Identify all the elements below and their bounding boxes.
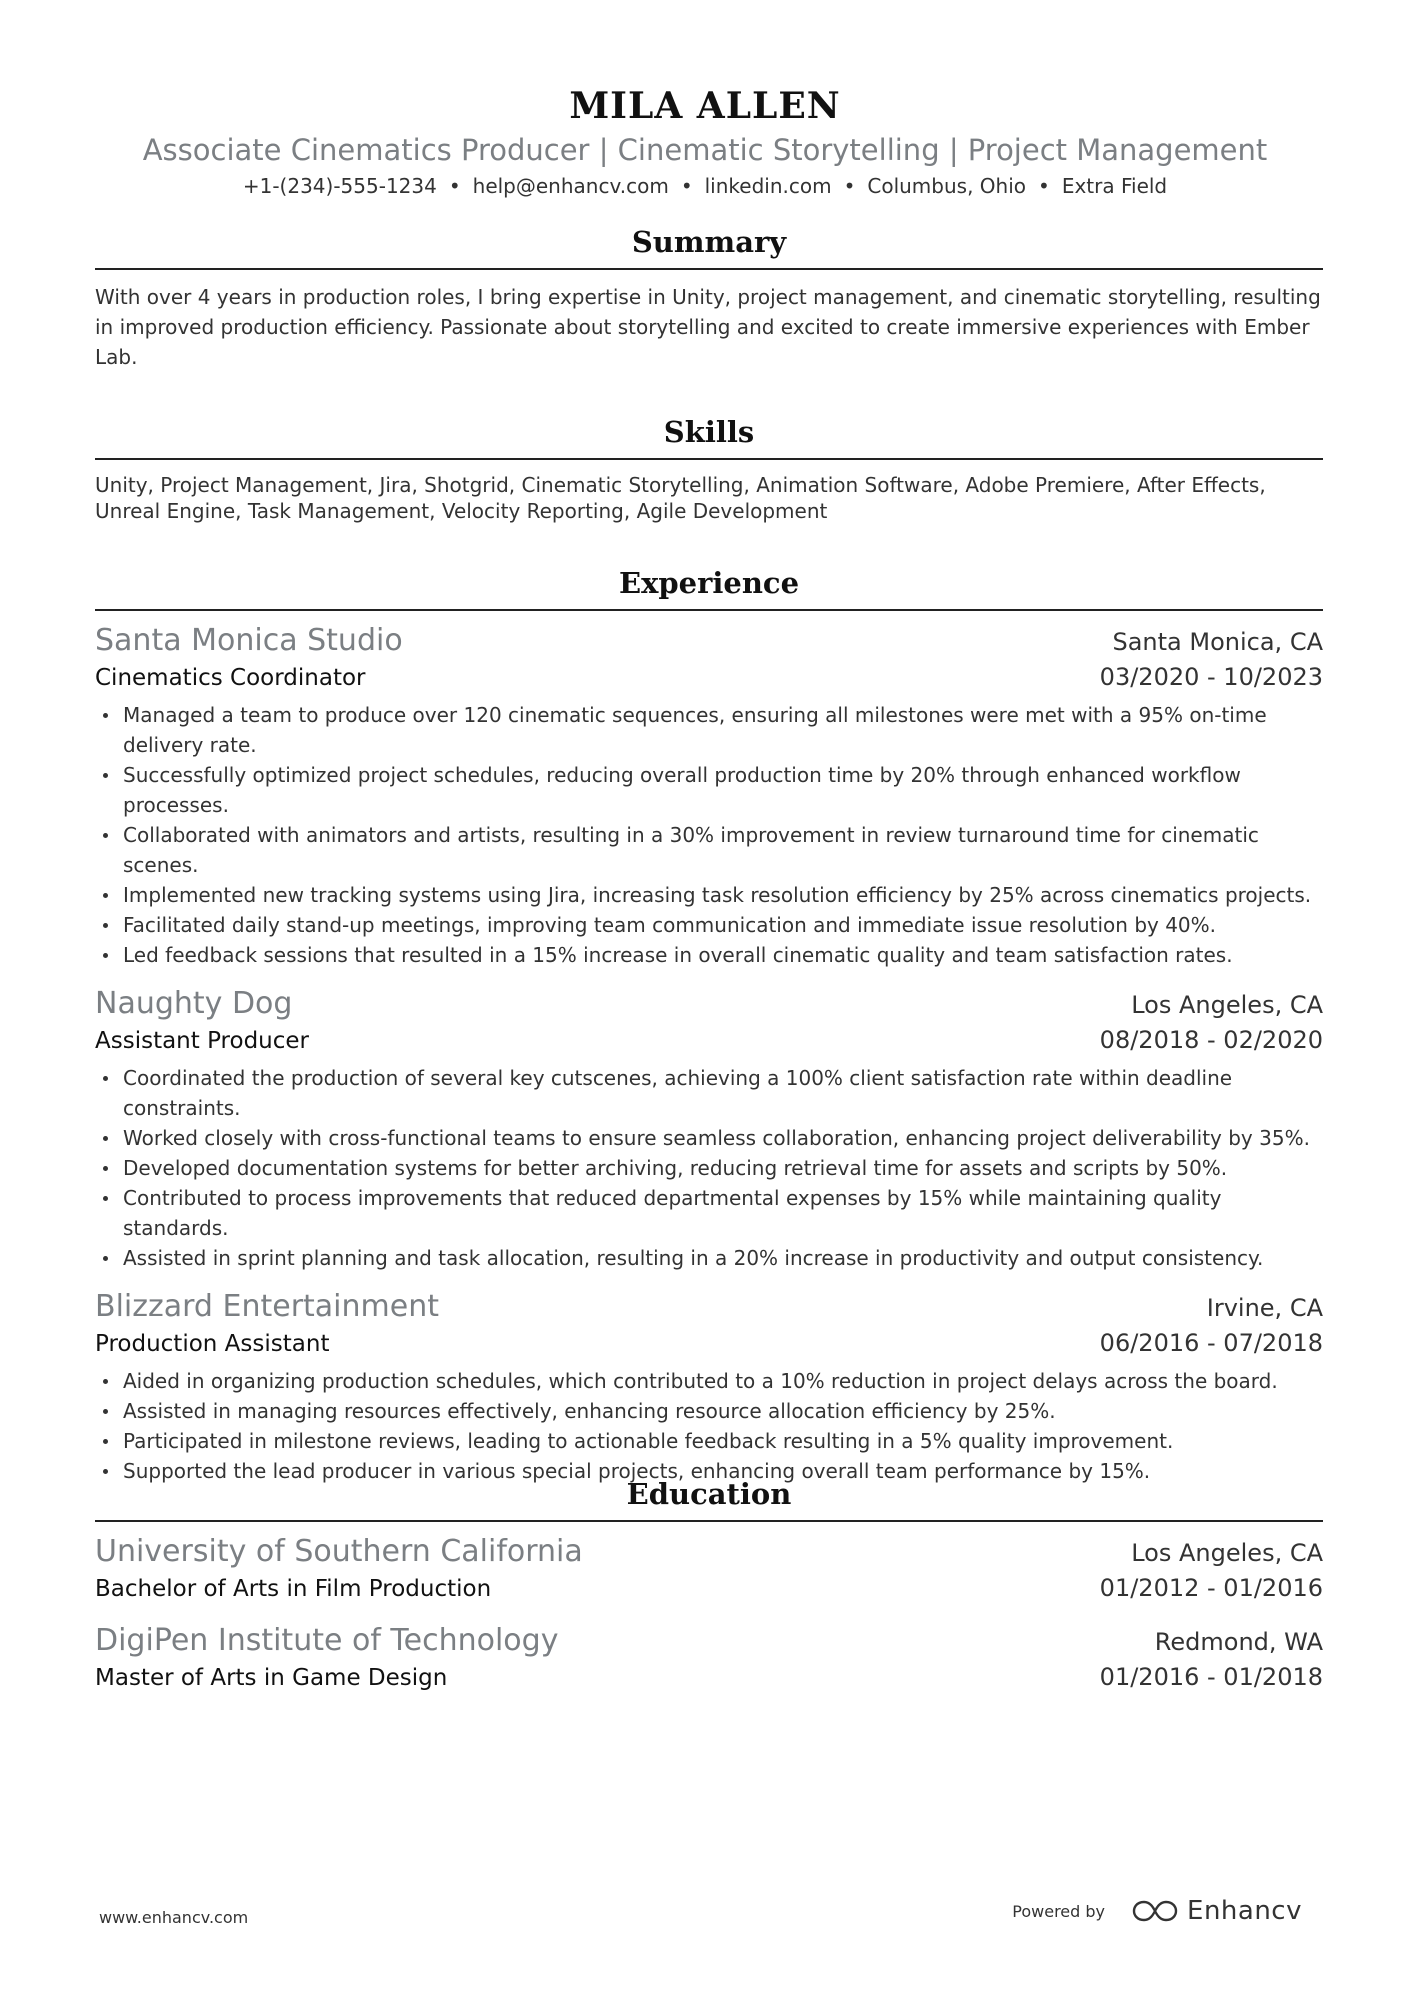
education-dates: 01/2012 - 01/2016 <box>1099 1574 1323 1602</box>
experience-entry <box>95 1287 1323 1486</box>
candidate-name: MILA ALLEN <box>569 85 841 127</box>
contact-linkedin: linkedin.com <box>704 174 832 198</box>
contact-email: help@enhancv.com <box>472 174 669 198</box>
experience-section <box>95 563 1323 1486</box>
entry-subheader-row <box>95 1661 1323 1694</box>
achievement-item: Worked closely with cross-functional teams to ensure seamless collaboration, enhancing project deliverability by 35%. <box>95 1123 1323 1153</box>
achievement-item: Implemented new tracking systems using Jira, increasing task resolution efficiency by 25% across cinematics projects. <box>95 880 1323 910</box>
company-name: Blizzard Entertainment <box>95 1289 439 1324</box>
bullet-separator: • <box>448 174 461 198</box>
bullet-separator: • <box>1038 174 1050 198</box>
enhancv-brand-name: Enhancv <box>1187 1896 1302 1926</box>
entry-header-row <box>95 1621 1323 1661</box>
achievement-list <box>95 700 1323 970</box>
achievement-item: Supported the lead producer in various special projects, enhancing overall team performance by 15%. <box>95 1456 1323 1486</box>
section-title-experience: Experience <box>95 563 1323 611</box>
footer-branding <box>1012 1896 1302 1926</box>
entry-subheader-row <box>95 1572 1323 1605</box>
experience-entry <box>95 984 1323 1273</box>
degree-title: Master of Arts in Game Design <box>95 1665 448 1691</box>
achievement-item: Contributed to process improvements that reduced departmental expenses by 15% while maintaining quality standards. <box>95 1183 1323 1243</box>
bullet-separator: • <box>680 174 693 198</box>
resume-header <box>0 84 1410 200</box>
contact-line <box>0 172 1410 200</box>
achievement-item: Managed a team to produce over 120 cinematic sequences, ensuring all milestones were met with a 95% on-time delivery rate. <box>95 700 1323 760</box>
education-section <box>95 1474 1323 1694</box>
achievement-item: Developed documentation systems for better archiving, reducing retrieval time for assets and scripts by 50%. <box>95 1153 1323 1183</box>
job-title: Cinematics Coordinator <box>95 665 366 691</box>
contact-phone: +1-(234)-555-1234 <box>242 174 437 198</box>
skills-section <box>95 412 1323 524</box>
contact-extra-field: Extra Field <box>1061 174 1168 198</box>
achievement-item: Successfully optimized project schedules, reducing overall production time by 20% through enhanced workflow processes. <box>95 760 1323 820</box>
job-title: Assistant Producer <box>95 1028 310 1054</box>
bullet-separator: • <box>843 174 856 198</box>
achievement-item: Participated in milestone reviews, leading to actionable feedback resulting in a 5% quality improvement. <box>95 1426 1323 1456</box>
entry-subheader-row <box>95 1327 1323 1360</box>
education-entry <box>95 1621 1323 1694</box>
company-name: Santa Monica Studio <box>95 623 403 658</box>
contact-location: Columbus, Ohio <box>867 174 1027 198</box>
achievement-item: Coordinated the production of several key cutscenes, achieving a 100% client satisfaction rate within deadline constraints. <box>95 1063 1323 1123</box>
section-title-skills: Skills <box>95 412 1323 460</box>
job-title: Production Assistant <box>95 1331 330 1357</box>
education-entry <box>95 1532 1323 1605</box>
degree-title: Bachelor of Arts in Film Production <box>95 1576 492 1602</box>
entry-header-row <box>95 621 1323 661</box>
job-dates: 03/2020 - 10/2023 <box>1099 663 1323 691</box>
entry-subheader-row <box>95 1024 1323 1057</box>
entry-subheader-row <box>95 661 1323 694</box>
education-dates: 01/2016 - 01/2018 <box>1099 1663 1323 1691</box>
achievement-item: Aided in organizing production schedules, which contributed to a 10% reduction in project delays across the board. <box>95 1366 1323 1396</box>
entry-header-row <box>95 1287 1323 1327</box>
school-name: University of Southern California <box>95 1534 583 1569</box>
summary-section <box>95 222 1323 372</box>
powered-by-label: Powered by <box>1012 1901 1106 1921</box>
summary-text: With over 4 years in production roles, I bring expertise in Unity, project management, and cinematic storytelling, resulting in improved production efficiency. Passionate about storytelling and excited to create immersive experiences with Ember Lab. <box>95 285 1321 369</box>
job-location: Los Angeles, CA <box>1131 991 1323 1019</box>
section-title-summary: Summary <box>95 222 1323 270</box>
candidate-headline: Associate Cinematics Producer | Cinematic Storytelling | Project Management <box>142 133 1268 167</box>
achievement-item: Collaborated with animators and artists, resulting in a 30% improvement in review turnaround time for cinematic scenes. <box>95 820 1323 880</box>
achievement-item: Facilitated daily stand-up meetings, improving team communication and immediate issue resolution by 40%. <box>95 910 1323 940</box>
school-location: Redmond, WA <box>1154 1628 1323 1656</box>
entry-header-row <box>95 1532 1323 1572</box>
achievement-item: Led feedback sessions that resulted in a 15% increase in overall cinematic quality and team satisfaction rates. <box>95 940 1323 970</box>
job-location: Irvine, CA <box>1206 1294 1323 1322</box>
entry-header-row <box>95 984 1323 1024</box>
job-dates: 08/2018 - 02/2020 <box>1099 1026 1323 1054</box>
achievement-item: Assisted in managing resources effectively, enhancing resource allocation efficiency by 25%. <box>95 1396 1323 1426</box>
skills-text: Unity, Project Management, Jira, Shotgrid, Cinematic Storytelling, Animation Software, Adobe Premiere, After Effects, Unreal Engine, Task Management, Velocity Reporting, Agile Development <box>95 473 1266 523</box>
company-name: Naughty Dog <box>95 986 293 1021</box>
experience-entry <box>95 621 1323 970</box>
job-dates: 06/2016 - 07/2018 <box>1099 1329 1323 1357</box>
achievement-list <box>95 1366 1323 1486</box>
achievement-list <box>95 1063 1323 1273</box>
achievement-item: Assisted in sprint planning and task allocation, resulting in a 20% increase in productivity and output consistency. <box>95 1243 1323 1273</box>
job-location: Santa Monica, CA <box>1112 628 1323 656</box>
school-name: DigiPen Institute of Technology <box>95 1623 559 1658</box>
school-location: Los Angeles, CA <box>1131 1539 1323 1567</box>
section-title-education: Education <box>95 1474 1323 1522</box>
footer-website-link[interactable]: www.enhancv.com <box>99 1908 249 1927</box>
enhancv-logo-icon <box>1131 1898 1179 1924</box>
